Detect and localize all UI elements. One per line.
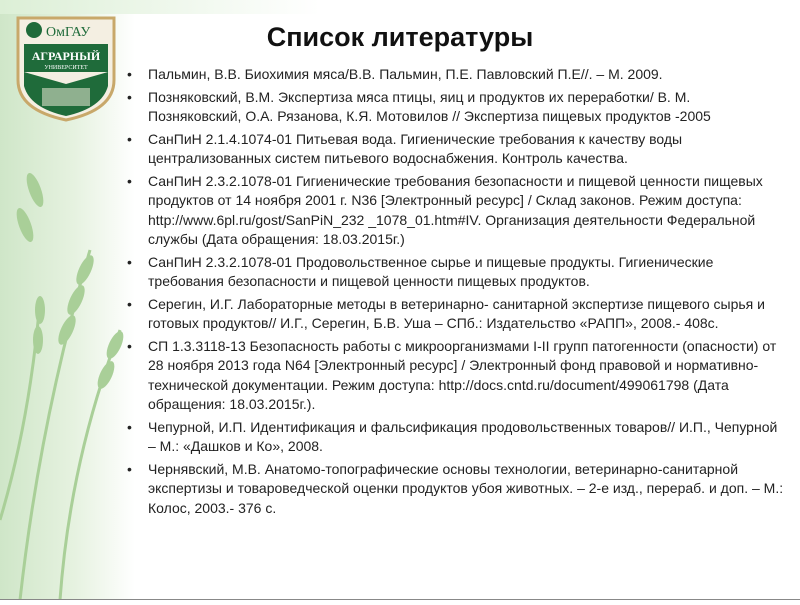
list-item: • СанПиН 2.3.2.1078-01 Продовольственное сырье и пищевые продукты. Гигиенические требования безопасности и пищевой ценности пищевых продуктов. <box>125 253 785 292</box>
list-item: • СП 1.3.3118-13 Безопасность работы с микроорганизмами I-II групп патогенности (опасности) от 28 ноября 2013 года N64 [Электронный ресурс] / Электронный фонд правовой и нормативно-технической документации. Режим доступа: http://docs.cntd.ru/document/499061798 (Дата обращения: 18.03.2015г.). <box>125 337 785 415</box>
logo-text-top: ОмГАУ <box>46 25 91 40</box>
reference-list <box>125 65 785 521</box>
list-item: • Серегин, И.Г. Лабораторные методы в ветеринарно- санитарной экспертизе пищевого сырья и готовых продуктов// И.Г., Серегин, Б.В. Уша – СПб.: Издательство «РАПП», 2008.- 408с. <box>125 295 785 334</box>
list-item: • Позняковский, В.М. Экспертиза мяса птицы, яиц и продуктов их переработки/ В. М. Позняковский, О.А. Рязанова, К.Я. Мотовилов // Экспертиза пищевых продуктов -2005 <box>125 88 785 127</box>
page-title: Список литературы <box>266 22 534 52</box>
top-band <box>0 0 800 14</box>
logo-text-sub: УНИВЕРСИТЕТ <box>44 65 88 71</box>
logo-text-main: АГРАРНЫЙ <box>31 49 101 63</box>
university-logo <box>12 10 120 122</box>
list-item: • СанПиН 2.1.4.1074-01 Питьевая вода. Гигиенические требования к качеству воды централизованных систем питьевого водоснабжения. Контроль качества. <box>125 130 785 169</box>
list-item: • Чернявский, М.В. Анатомо-топографические основы технологии, ветеринарно-санитарной экспертизы и товароведческой оценки продуктов убоя животных. – 2-е изд., перераб. и доп. – М.: Колос, 2003.- 376 с. <box>125 460 785 519</box>
list-item: • СанПиН 2.3.2.1078-01 Гигиенические требования безопасности и пищевой ценности пищевых продуктов от 14 ноября 2001 г. N36 [Электронный ресурс] / Склад законов. Режим доступа: http://www.6pl.ru/gost/SanPiN_232 _1078_01.htm#IV. Организация деятельности Федеральной службы (Дата обращения: 18.03.2015г.) <box>125 172 785 250</box>
list-item: • Пальмин, В.В. Биохимия мяса/В.В. Пальмин, П.Е. Павловский П.Е//. – М. 2009. <box>125 65 785 85</box>
list-item: • Чепурной, И.П. Идентификация и фальсификация продовольственных товаров// И.П., Чепурной – М.: «Дашков и Ко», 2008. <box>125 418 785 457</box>
